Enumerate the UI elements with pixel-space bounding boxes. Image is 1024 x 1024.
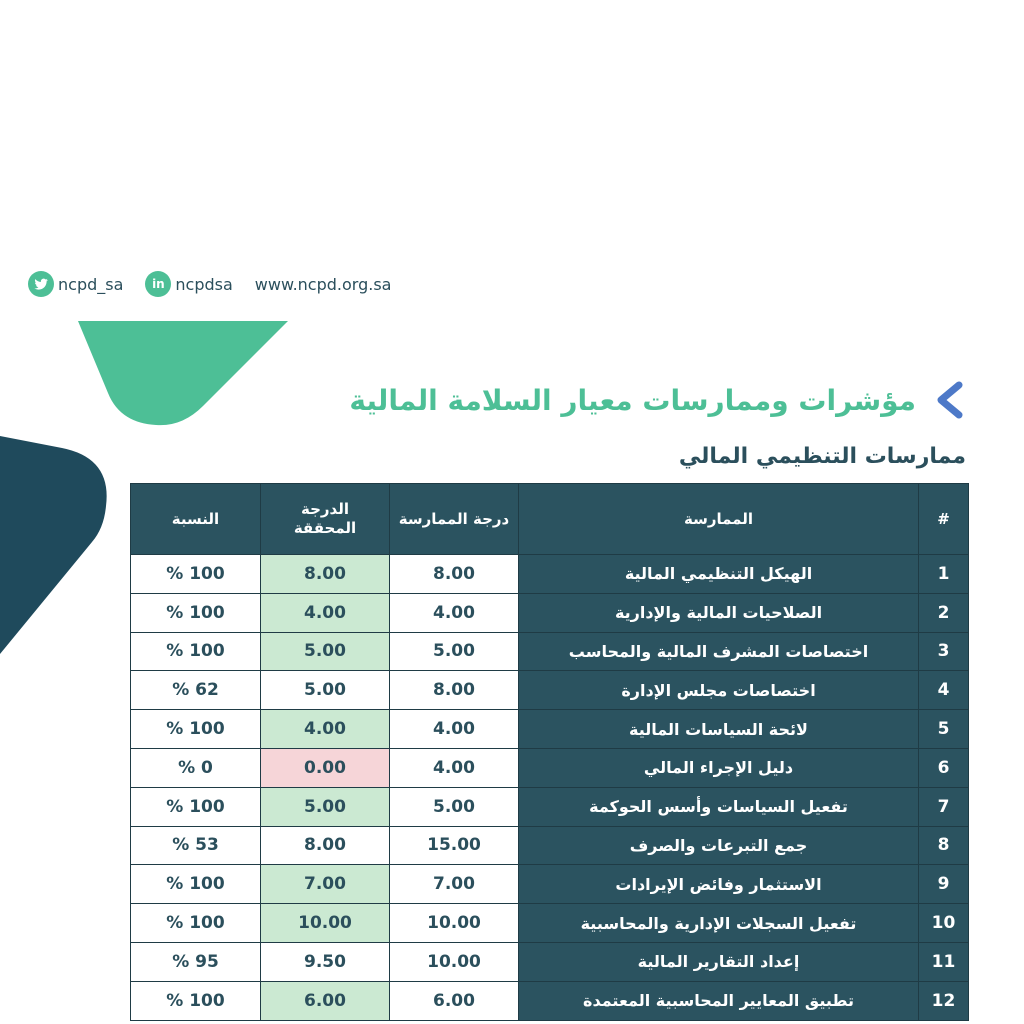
row-max-score: 7.00 (390, 865, 519, 904)
row-achieved-score: 8.00 (261, 826, 390, 865)
linkedin-link[interactable] (145, 271, 232, 297)
row-achieved-score: 4.00 (261, 710, 390, 749)
row-max-score: 6.00 (390, 981, 519, 1020)
row-practice: اختصاصات مجلس الإدارة (519, 671, 919, 710)
linkedin-handle: ncpdsa (175, 274, 233, 294)
row-achieved-score: 7.00 (261, 865, 390, 904)
row-number: 5 (919, 710, 969, 749)
row-max-score: 4.00 (390, 748, 519, 787)
row-number: 10 (919, 904, 969, 943)
row-percent: 100 % (131, 710, 261, 749)
row-achieved-score: 5.00 (261, 671, 390, 710)
row-max-score: 5.00 (390, 632, 519, 671)
table-row (131, 593, 969, 632)
row-number: 4 (919, 671, 969, 710)
row-number: 1 (919, 555, 969, 594)
row-percent: 100 % (131, 981, 261, 1020)
page-header (349, 380, 966, 420)
row-practice: تفعيل السياسات وأسس الحوكمة (519, 787, 919, 826)
row-percent: 100 % (131, 555, 261, 594)
row-achieved-score: 9.50 (261, 942, 390, 981)
row-practice: الصلاحيات المالية والإدارية (519, 593, 919, 632)
row-max-score: 4.00 (390, 593, 519, 632)
row-max-score: 10.00 (390, 942, 519, 981)
row-achieved-score: 4.00 (261, 593, 390, 632)
row-practice: دليل الإجراء المالي (519, 748, 919, 787)
practices-table (130, 483, 968, 1021)
header-achieved-score (261, 484, 390, 555)
table-row (131, 748, 969, 787)
linkedin-icon (145, 271, 171, 297)
table-row (131, 787, 969, 826)
row-number: 8 (919, 826, 969, 865)
row-practice: لائحة السياسات المالية (519, 710, 919, 749)
row-achieved-score: 5.00 (261, 787, 390, 826)
row-max-score: 8.00 (390, 671, 519, 710)
row-max-score: 8.00 (390, 555, 519, 594)
row-percent: 100 % (131, 632, 261, 671)
table-row (131, 671, 969, 710)
row-achieved-score: 0.00 (261, 748, 390, 787)
row-achieved-score: 6.00 (261, 981, 390, 1020)
twitter-handle: ncpd_sa (58, 274, 124, 294)
header-achieved-line2: المحققة (293, 519, 357, 537)
row-achieved-score: 8.00 (261, 555, 390, 594)
table-row (131, 555, 969, 594)
table-header-row (131, 484, 969, 555)
practices-grid (130, 483, 969, 1021)
row-percent: 100 % (131, 865, 261, 904)
row-number: 12 (919, 981, 969, 1020)
row-practice: الهيكل التنظيمي المالية (519, 555, 919, 594)
table-body (131, 555, 969, 1021)
row-max-score: 10.00 (390, 904, 519, 943)
row-practice: تطبيق المعايير المحاسبية المعتمدة (519, 981, 919, 1020)
row-number: 11 (919, 942, 969, 981)
row-practice: اختصاصات المشرف المالية والمحاسب (519, 632, 919, 671)
row-practice: تفعيل السجلات الإدارية والمحاسبية (519, 904, 919, 943)
header-practice: الممارسة (519, 484, 919, 555)
header-number: # (919, 484, 969, 555)
row-practice: إعداد التقارير المالية (519, 942, 919, 981)
table-row (131, 942, 969, 981)
table-row (131, 826, 969, 865)
table-row (131, 904, 969, 943)
row-percent: 53 % (131, 826, 261, 865)
row-number: 9 (919, 865, 969, 904)
row-achieved-score: 10.00 (261, 904, 390, 943)
section-title: ممارسات التنظيمي المالي (678, 444, 966, 469)
row-percent: 100 % (131, 787, 261, 826)
linkedin-icon-text: in (152, 277, 165, 291)
row-number: 3 (919, 632, 969, 671)
row-practice: الاستثمار وفائض الإيرادات (519, 865, 919, 904)
row-number: 2 (919, 593, 969, 632)
row-percent: 0 % (131, 748, 261, 787)
row-percent: 95 % (131, 942, 261, 981)
table-row (131, 710, 969, 749)
website-url: www.ncpd.org.sa (254, 274, 392, 294)
page-title: مؤشرات وممارسات معيار السلامة المالية (349, 383, 916, 417)
row-percent: 100 % (131, 593, 261, 632)
row-number: 7 (919, 787, 969, 826)
table-row (131, 981, 969, 1020)
row-percent: 62 % (131, 671, 261, 710)
row-max-score: 5.00 (390, 787, 519, 826)
row-max-score: 4.00 (390, 710, 519, 749)
green-decorative-shape (78, 321, 288, 427)
row-percent: 100 % (131, 904, 261, 943)
header-max-score: درجة الممارسة (390, 484, 519, 555)
twitter-link[interactable] (28, 271, 123, 297)
table-row (131, 865, 969, 904)
row-achieved-score: 5.00 (261, 632, 390, 671)
navy-decorative-shape (0, 436, 112, 658)
website-link[interactable] (255, 275, 392, 294)
chevron-left-icon[interactable] (932, 380, 966, 420)
header-achieved-line1: الدرجة (301, 500, 349, 519)
row-number: 6 (919, 748, 969, 787)
table-row (131, 632, 969, 671)
header-percent: النسبة (131, 484, 261, 555)
row-max-score: 15.00 (390, 826, 519, 865)
row-practice: جمع التبرعات والصرف (519, 826, 919, 865)
twitter-icon (28, 271, 54, 297)
social-links (28, 270, 391, 298)
